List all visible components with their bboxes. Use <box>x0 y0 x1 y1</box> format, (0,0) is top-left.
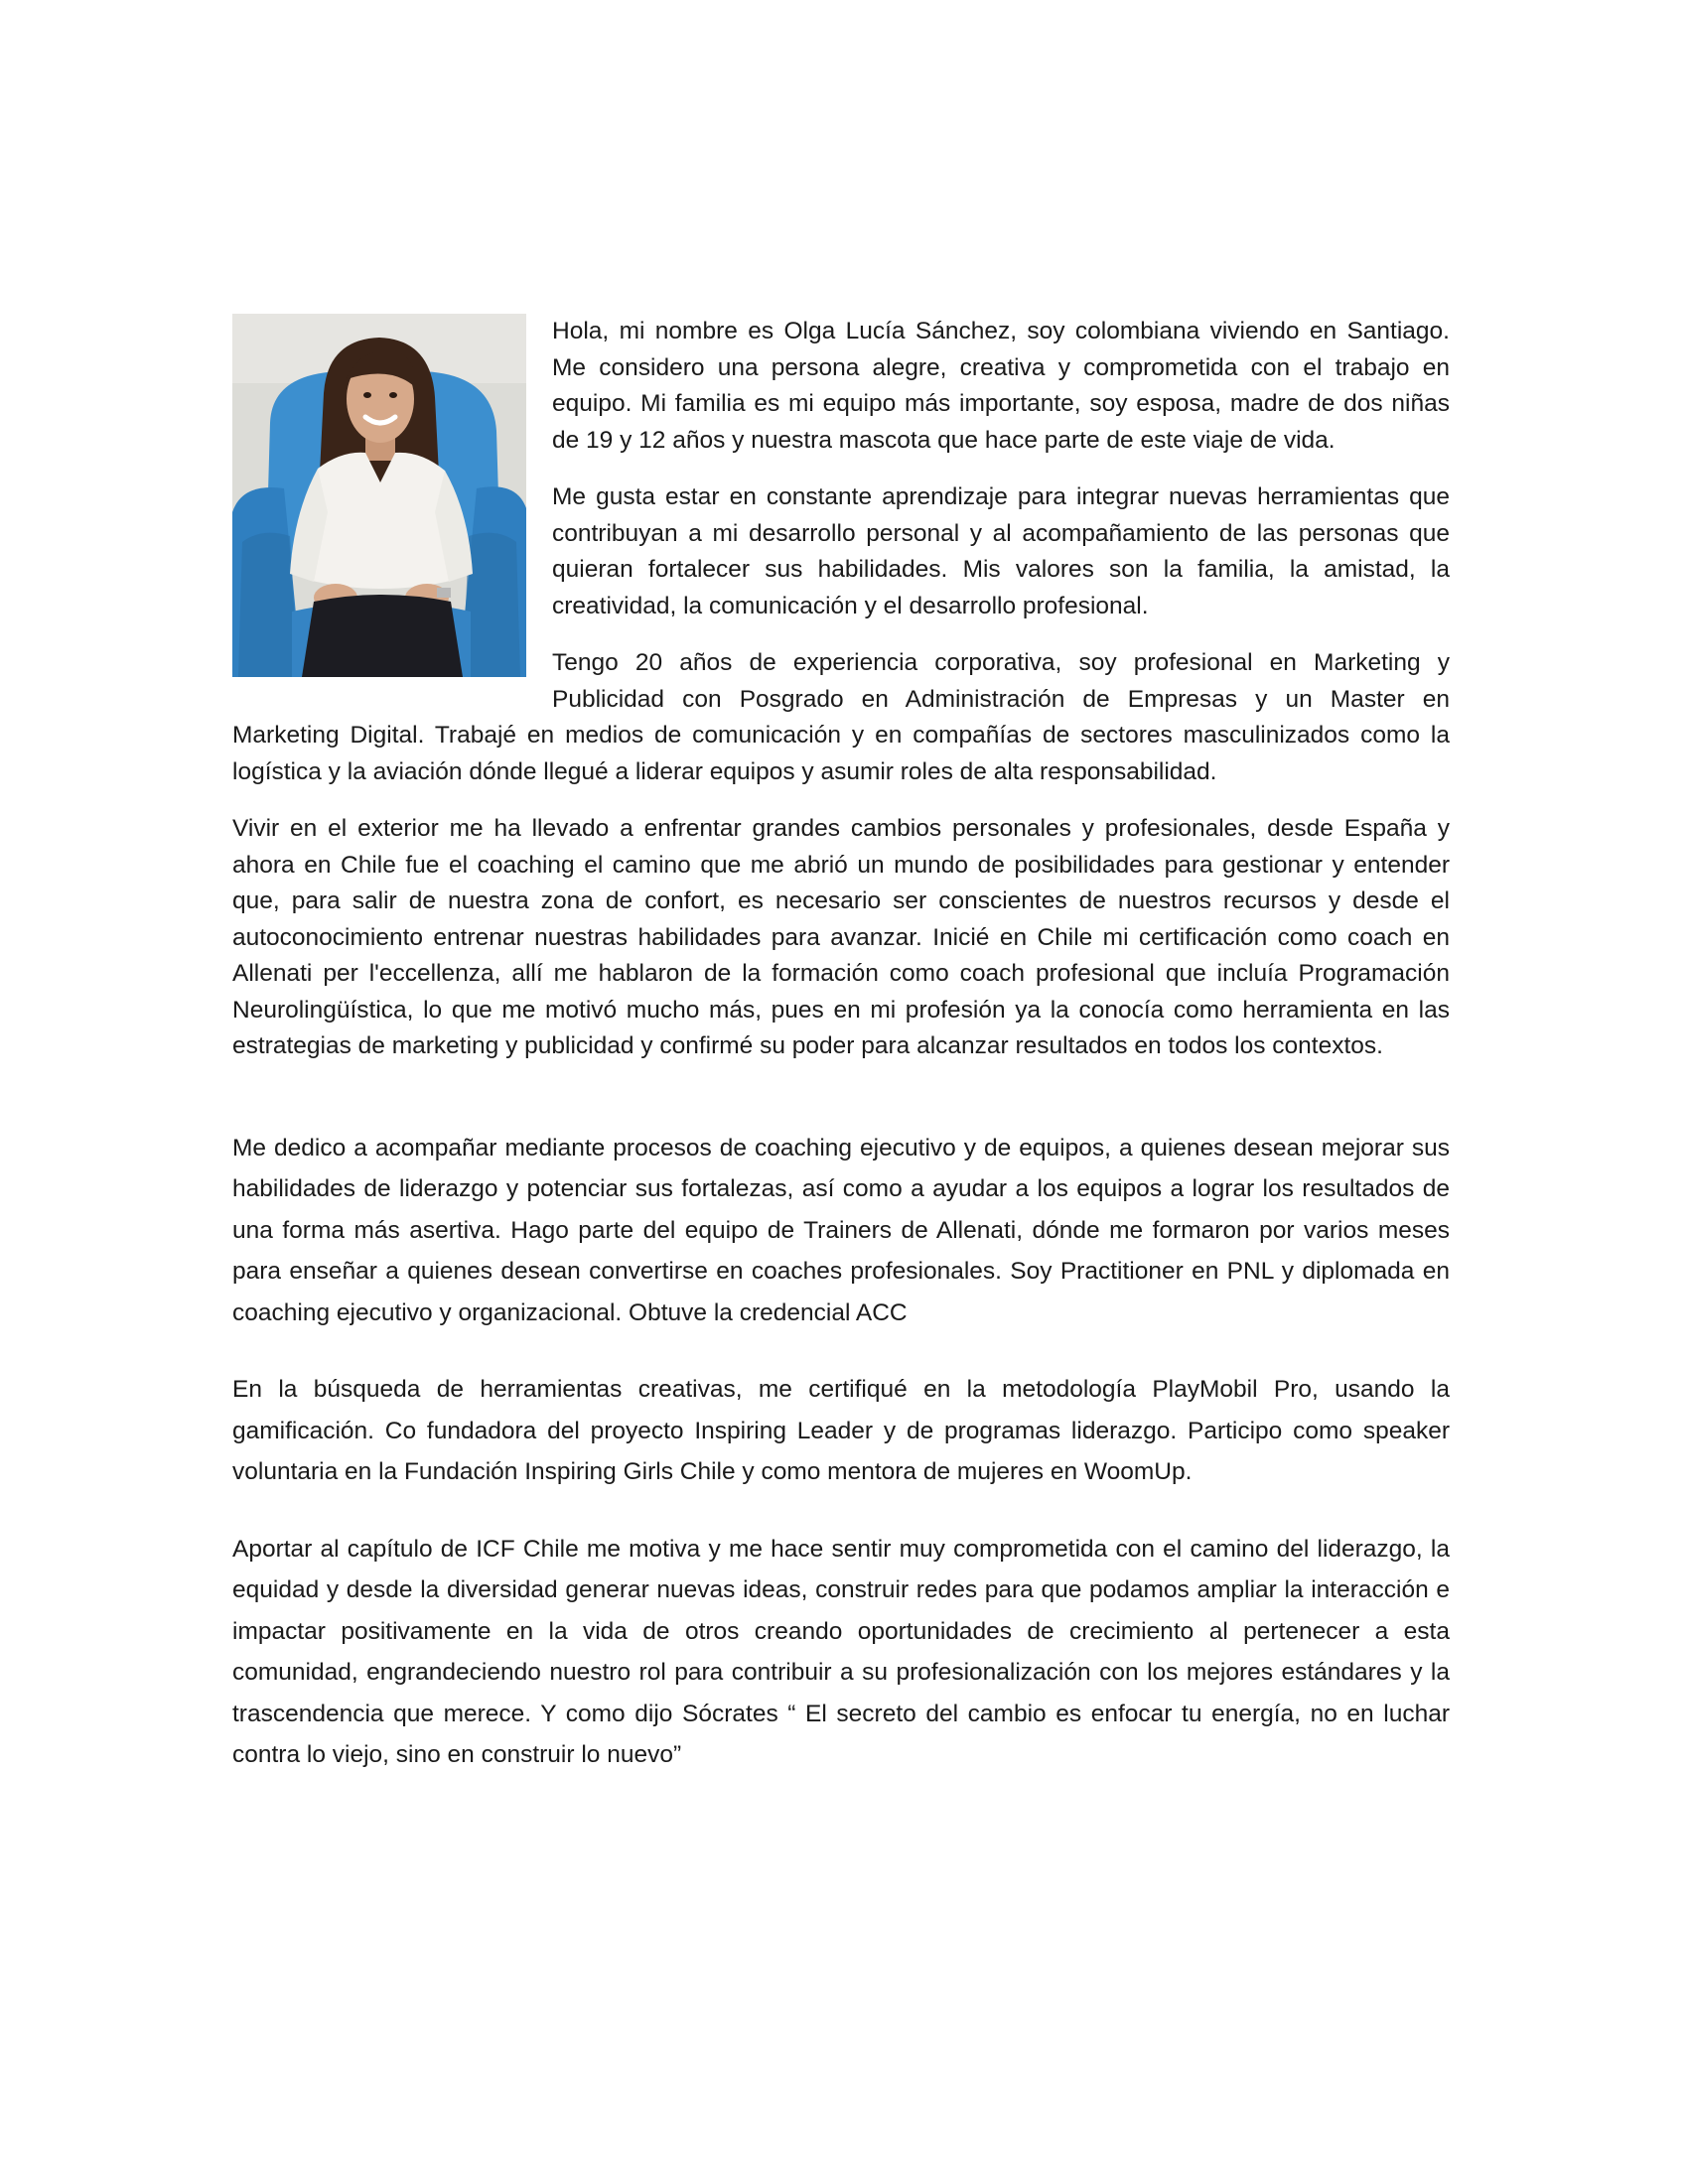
paragraph-spacer <box>232 1086 1450 1128</box>
paragraph-creative-tools: En la búsqueda de herramientas creativas, me certifiqué en la metodología PlayMobil Pro, usando la gamificación. Co fundadora del proyecto Inspiring Leader y de programas liderazgo. Participo como speaker voluntaria en la Fundación Inspiring Girls Chile y como mentora de mujeres en WoomUp. <box>232 1376 1450 1485</box>
paragraph-spacer <box>232 1333 1450 1369</box>
paragraph-experience: Tengo 20 años de experiencia corporativa, soy profesional en Marketing y Publicidad con Posgrado en Administración de Empresas y un Master en Marketing Digital. Trabajé en medios de comunicación y en compañías de sectores masculinizados como la logística y la aviación dónde llegué a liderar equipos y asumir roles de alta responsabilidad. <box>232 649 1450 785</box>
portrait-photo-icon <box>232 314 526 677</box>
paragraph-values: Me gusta estar en constante aprendizaje para integrar nuevas herramientas que contribuyan a mi desarrollo personal y al acompañamiento de las personas que quieran fortalecer sus habilidades. Mis valores son la familia, la amistad, la creatividad, la comunicación y el desarrollo profesional. <box>552 483 1450 619</box>
paragraph-icf-chapter: Aportar al capítulo de ICF Chile me motiva y me hace sentir muy comprometida con el camino del liderazgo, la equidad y desde la diversidad generar nuevas ideas, construir redes para que podamos ampliar la interacción e impactar positivamente en la vida de otros creando oportunidades de crecimiento al pertenecer a esta comunidad, engrandeciendo nuestro rol para contribuir a su profesionalización con los mejores estándares y la trascendencia que merece. Y como dijo Sócrates “ El secreto del cambio es enfocar tu energía, no en luchar contra lo viejo, sino en construir lo nuevo” <box>232 1535 1450 1768</box>
paragraph-coaching-work: Me dedico a acompañar mediante procesos de coaching ejecutivo y de equipos, a quienes desean mejorar sus habilidades de liderazgo y potenciar sus fortalezas, así como a ayudar a los equipos a lograr los resultados de una forma más asertiva. Hago parte del equipo de Trainers de Allenati, dónde me formaron por varios meses para enseñar a quienes desean convertirse en coaches profesionales. Soy Practitioner en PNL y diplomada en coaching ejecutivo y organizacional. Obtuve la credencial ACC <box>232 1134 1450 1326</box>
biography-text <box>232 314 1450 1776</box>
paragraph-coaching-path: Vivir en el exterior me ha llevado a enfrentar grandes cambios personales y profesionales, desde España y ahora en Chile fue el coaching el camino que me abrió un mundo de posibilidades para gestionar y entender que, para salir de nuestra zona de confort, es necesario ser conscientes de nuestros recursos y desde el autoconocimiento entrenar nuestras habilidades para avanzar. Inicié en Chile mi certificación como coach en Allenati per l'eccellenza, allí me hablaron de la formación como coach profesional que incluía Programación Neurolingüística, lo que me motivó mucho más, pues en mi profesión ya la conocía como herramienta en las estrategias de marketing y publicidad y confirmé su poder para alcanzar resultados en todos los contextos. <box>232 815 1450 1059</box>
paragraph-introduction: Hola, mi nombre es Olga Lucía Sánchez, soy colombiana viviendo en Santiago. Me considero una persona alegre, creativa y comprometida con el trabajo en equipo. Mi familia es mi equipo más importante, soy esposa, madre de dos niñas de 19 y 12 años y nuestra mascota que hace parte de este viaje de vida. <box>552 318 1450 454</box>
paragraph-spacer <box>232 1493 1450 1529</box>
